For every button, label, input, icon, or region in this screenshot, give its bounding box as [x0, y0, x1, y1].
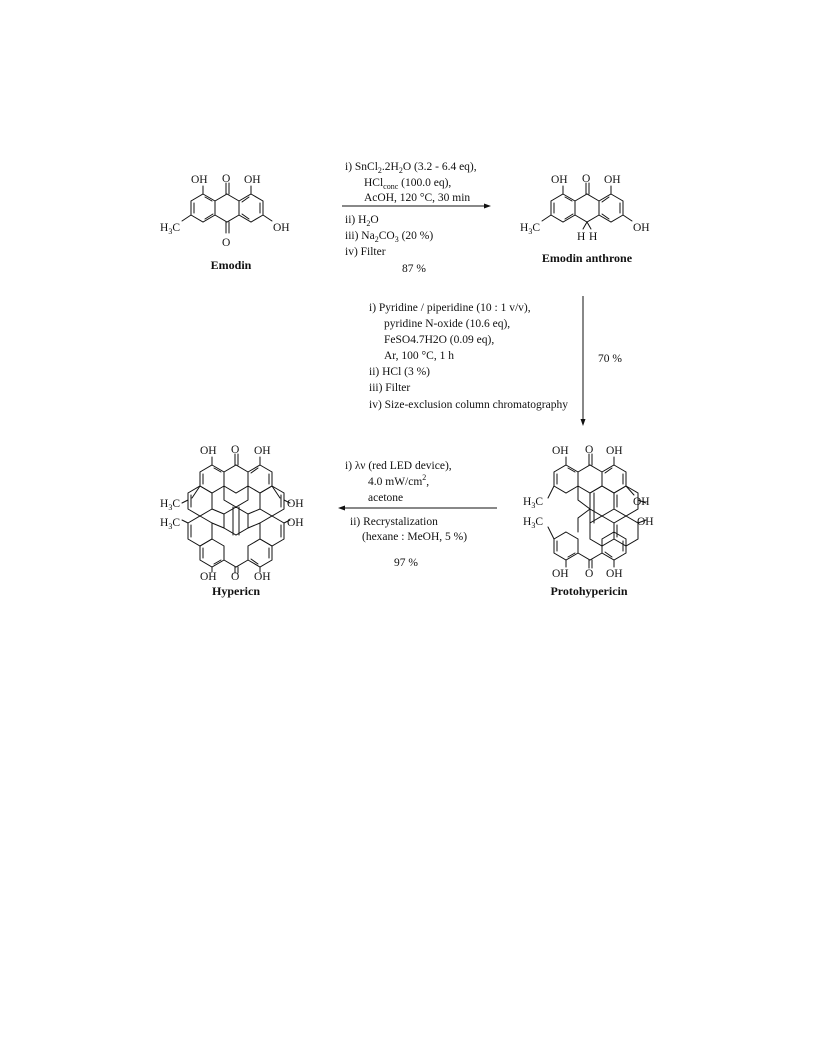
proto-oh-label: OH [552, 445, 569, 457]
step2-line1: i) Pyridine / piperidine (10 : 1 v/v), [369, 302, 531, 314]
proto-o-label: O [585, 444, 594, 456]
step3-line1: i) λν (red LED device), [345, 460, 452, 472]
hypericin-name: Hypericn [212, 584, 260, 598]
emodin-oh-label: OH [191, 174, 208, 186]
step1-water: ii) $H_2O$ [345, 214, 379, 228]
arrowhead-1 [484, 204, 491, 209]
hypericin-structure [182, 454, 290, 573]
emodin-o-label: O [222, 237, 231, 249]
hypericin-oh-label: OH [200, 571, 217, 583]
proto-methyl-label: $H_3C$ [523, 516, 543, 530]
step2-yield: 70 % [598, 353, 622, 365]
proto-oh-label: OH [633, 496, 650, 508]
emodin-oh-label: OH [273, 222, 290, 234]
step1-reagent-i: i) $SnCl_2.2H_2O$ (3.2 - 6.4 eq), [345, 161, 477, 175]
hypericin-o-label: O [231, 571, 240, 583]
hypericin-o-label: O [231, 444, 240, 456]
step1-acoh: AcOH, 120 °C, 30 min [364, 192, 471, 204]
step1-hcl: HCl$_{conc}$ (100.0 eq), [364, 177, 452, 191]
step1-yield: 87 % [402, 263, 426, 275]
anthrone-h-label: H [589, 231, 598, 243]
hypericin-methyl-label: $H_3C$ [160, 498, 180, 512]
step1-filter: iv) Filter [345, 246, 386, 258]
proto-oh-label: OH [606, 568, 623, 580]
step2-line5: ii) HCl (3 %) [369, 366, 431, 378]
step2-line3: FeSO4.7H2O (0.09 eq), [384, 334, 495, 346]
proto-o-label: O [585, 568, 594, 580]
emodin-methyl-label: $H_3C$ [160, 222, 180, 236]
emodin-o-label: O [222, 173, 231, 185]
step2-line4: Ar, 100 °C, 1 h [384, 350, 454, 362]
anthrone-methyl-label: $H_3C$ [520, 222, 540, 236]
emodin-structure [182, 183, 272, 233]
protohypericin-name: Protohypericin [550, 584, 628, 598]
emodin-anthrone-name: Emodin anthrone [541, 251, 633, 265]
step2-line6: iii) Filter [369, 382, 411, 394]
anthrone-oh-label: OH [604, 174, 621, 186]
hypericin-oh-label: OH [254, 445, 271, 457]
step3-line5: (hexane : MeOH, 5 %) [362, 531, 468, 543]
emodin-name: Emodin [210, 258, 252, 272]
step3-line4: ii) Recrystalization [350, 516, 438, 528]
protohypericin-structure [548, 454, 646, 568]
step2-line2: pyridine N-oxide (10.6 eq), [384, 318, 511, 330]
anthrone-oh-label: OH [633, 222, 650, 234]
step2-line7: iv) Size-exclusion column chromatography [369, 399, 568, 411]
anthrone-h-label: H [577, 231, 586, 243]
hypericin-oh-label: OH [287, 517, 304, 529]
step3-line3: acetone [368, 492, 404, 504]
proto-methyl-label: $H_3C$ [523, 496, 543, 510]
hypericin-oh-label: OH [254, 571, 271, 583]
step3-yield: 97 % [394, 557, 418, 569]
step3-line2: 4.0 $mW/cm^2$, [368, 473, 430, 488]
anthrone-o-label: O [582, 173, 591, 185]
emodin-anthrone-structure [542, 183, 632, 229]
proto-oh-label: OH [637, 516, 654, 528]
arrowhead-3 [338, 506, 345, 511]
hypericin-methyl-label: $H_3C$ [160, 517, 180, 531]
proto-oh-label: OH [552, 568, 569, 580]
hypericin-oh-label: OH [200, 445, 217, 457]
proto-oh-label: OH [606, 445, 623, 457]
hypericin-oh-label: OH [287, 498, 304, 510]
arrowhead-2 [581, 419, 586, 426]
step1-na2co3: iii) $Na_2CO_3$ (20 %) [345, 230, 434, 244]
anthrone-oh-label: OH [551, 174, 568, 186]
emodin-oh-label: OH [244, 174, 261, 186]
